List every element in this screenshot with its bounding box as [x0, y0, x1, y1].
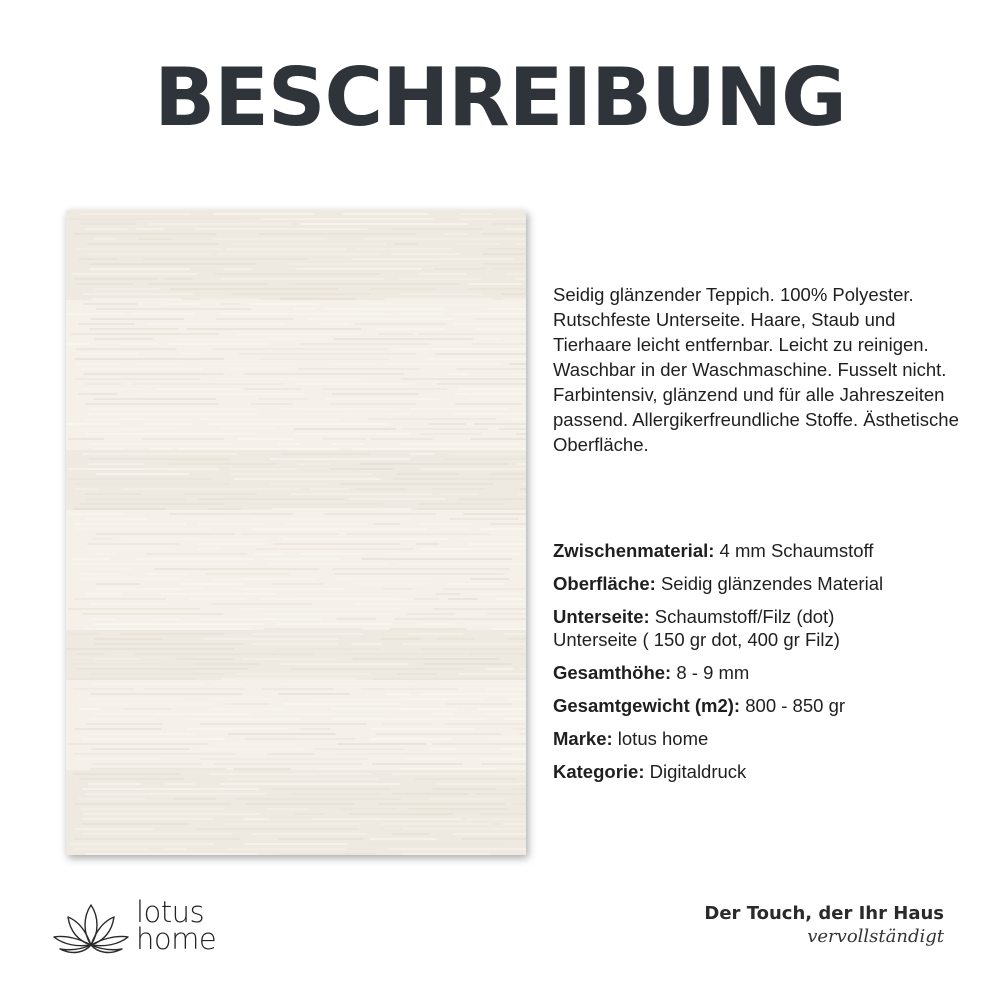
- spec-value: 8 - 9 mm: [671, 662, 750, 683]
- rug-product-image: [66, 210, 526, 855]
- brand-line-1: lotus: [136, 895, 205, 929]
- spec-item-kategorie: [553, 760, 983, 783]
- spec-label: Gesamtgewicht (m2):: [553, 695, 741, 716]
- spec-list: [553, 539, 983, 793]
- spec-label: Zwischenmaterial:: [553, 540, 715, 561]
- spec-label: Gesamthöhe:: [553, 662, 672, 683]
- spec-label: Marke:: [553, 728, 613, 749]
- spec-label: Kategorie:: [553, 761, 645, 782]
- spec-extra: Unterseite ( 150 gr dot, 400 gr Filz): [553, 629, 840, 650]
- spec-value: Schaumstoff/Filz (dot): [649, 606, 835, 627]
- spec-item-marke: [553, 727, 983, 750]
- tagline: [704, 902, 944, 948]
- spec-label: Unterseite:: [553, 606, 650, 627]
- spec-value: Digitaldruck: [644, 761, 747, 782]
- brand-logo: [50, 895, 280, 965]
- brand-line-2: home: [136, 922, 217, 956]
- spec-value: Seidig glänzendes Material: [655, 573, 884, 594]
- spec-item-gesamthoehe: [553, 661, 983, 684]
- spec-item-oberflaeche: [553, 572, 983, 595]
- tagline-sub: vervollständigt: [807, 926, 944, 947]
- product-description: Seidig glänzender Teppich. 100% Polyester. Rutschfeste Unterseite. Haare, Staub und Tierhaare leicht entfernbar. Leicht zu reinigen. Waschbar in der Waschmaschine. Fusselt nicht. Farbintensiv, glänzend und für alle Jahreszeiten passend. Allergikerfreundliche Stoffe. Ästhetische Oberfläche.: [553, 284, 959, 455]
- tagline-main: Der Touch, der Ihr Haus: [704, 903, 944, 924]
- spec-value: lotus home: [612, 728, 709, 749]
- rug-texture: [66, 210, 526, 855]
- spec-item-zwischenmaterial: [553, 539, 983, 562]
- spec-value: 800 - 850 gr: [740, 695, 846, 716]
- lotus-flower-icon: [50, 899, 132, 959]
- spec-label: Oberfläche:: [553, 573, 656, 594]
- page-title: BESCHREIBUNG: [154, 51, 846, 144]
- spec-item-gesamtgewicht: [553, 694, 983, 717]
- spec-item-unterseite: [553, 605, 983, 651]
- spec-value: 4 mm Schaumstoff: [714, 540, 874, 561]
- brand-wordmark: [136, 895, 217, 956]
